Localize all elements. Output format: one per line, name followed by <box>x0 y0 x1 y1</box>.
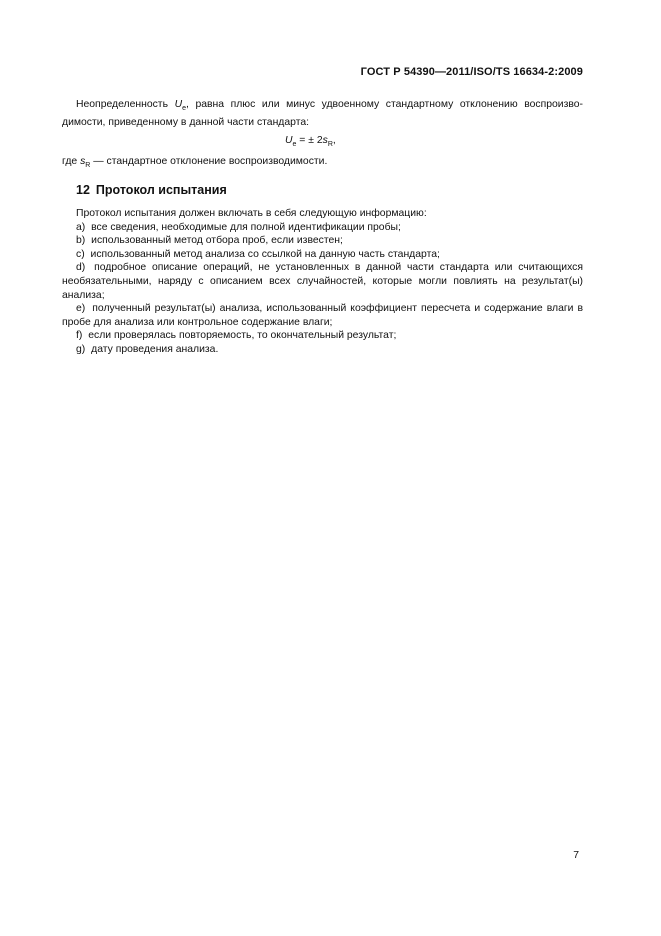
section-heading <box>76 183 227 197</box>
list-item-text: если проверялась повторяемость, то окончательный результат; <box>88 330 397 342</box>
formula-tail: , <box>332 135 336 146</box>
section-number: 12 <box>76 183 90 197</box>
uncertainty-paragraph <box>62 98 583 130</box>
list-item <box>62 343 583 357</box>
list-item-text: использованный метод анализа со ссылкой на данную часть стандарта; <box>90 248 440 260</box>
list-item-letter: g) <box>76 343 86 355</box>
list-item-text: подробное описание операций, не установленных в данной части стандарта или считающихся необязательными, наряду с описанием всех случайностей, которые могли повлиять на результат(ы) анализа; <box>62 262 583 301</box>
list-item-text: все сведения, необходимые для полной идентификации пробы; <box>91 221 401 233</box>
list-item-letter: a) <box>76 221 86 233</box>
formula-rhs-subscript: R <box>327 141 333 148</box>
uncertainty-text-end: , равна плюс или минус удвоенному стандартному отклонению воспроизво-димости, приведенному в данной части стандарта: <box>62 99 583 128</box>
list-item <box>62 329 583 343</box>
list-item <box>62 234 583 248</box>
list-item <box>62 248 583 262</box>
list-item-letter: d) <box>76 262 86 274</box>
where-text: — стандартное отклонение воспроизводимости. <box>90 156 328 167</box>
list-item-text: полученный результат(ы) анализа, использованный коэффициент пересчета и содержание влаги в пробе для анализа или контрольное содержание влаги; <box>62 303 584 328</box>
formula-rhs-symbol: s <box>322 135 328 146</box>
uncertainty-subscript: e <box>182 105 186 112</box>
report-requirements <box>62 207 583 357</box>
where-clause <box>62 156 327 169</box>
list-item-letter: f) <box>76 330 83 342</box>
list-item-letter: b) <box>76 235 86 247</box>
list-item <box>62 221 583 235</box>
list-item-letter: c) <box>76 248 85 260</box>
page-number: 7 <box>573 850 579 861</box>
section-intro: Протокол испытания должен включать в себя следующую информацию: <box>76 208 427 219</box>
formula-lhs-subscript: e <box>292 141 297 148</box>
list-item <box>62 261 583 302</box>
uncertainty-formula <box>285 135 336 148</box>
list-item-text: дату проведения анализа. <box>91 343 219 355</box>
list-item <box>62 302 583 329</box>
list-item-letter: e) <box>76 303 86 315</box>
formula-rhs: ± 2 <box>308 135 323 146</box>
standard-code-header: ГОСТ Р 54390—2011/ISO/TS 16634-2:2009 <box>360 66 583 78</box>
section-title: Протокол испытания <box>95 183 227 197</box>
where-symbol: s <box>80 156 86 167</box>
uncertainty-symbol: U <box>174 99 183 110</box>
formula-lhs-symbol: U <box>285 135 293 146</box>
formula-equals: = <box>296 135 309 146</box>
where-prefix: где <box>62 156 81 167</box>
list-item-text: использованный метод отбора проб, если известен; <box>91 235 343 247</box>
where-subscript: R <box>85 162 91 169</box>
uncertainty-text-start: Неопределенность <box>76 99 175 110</box>
